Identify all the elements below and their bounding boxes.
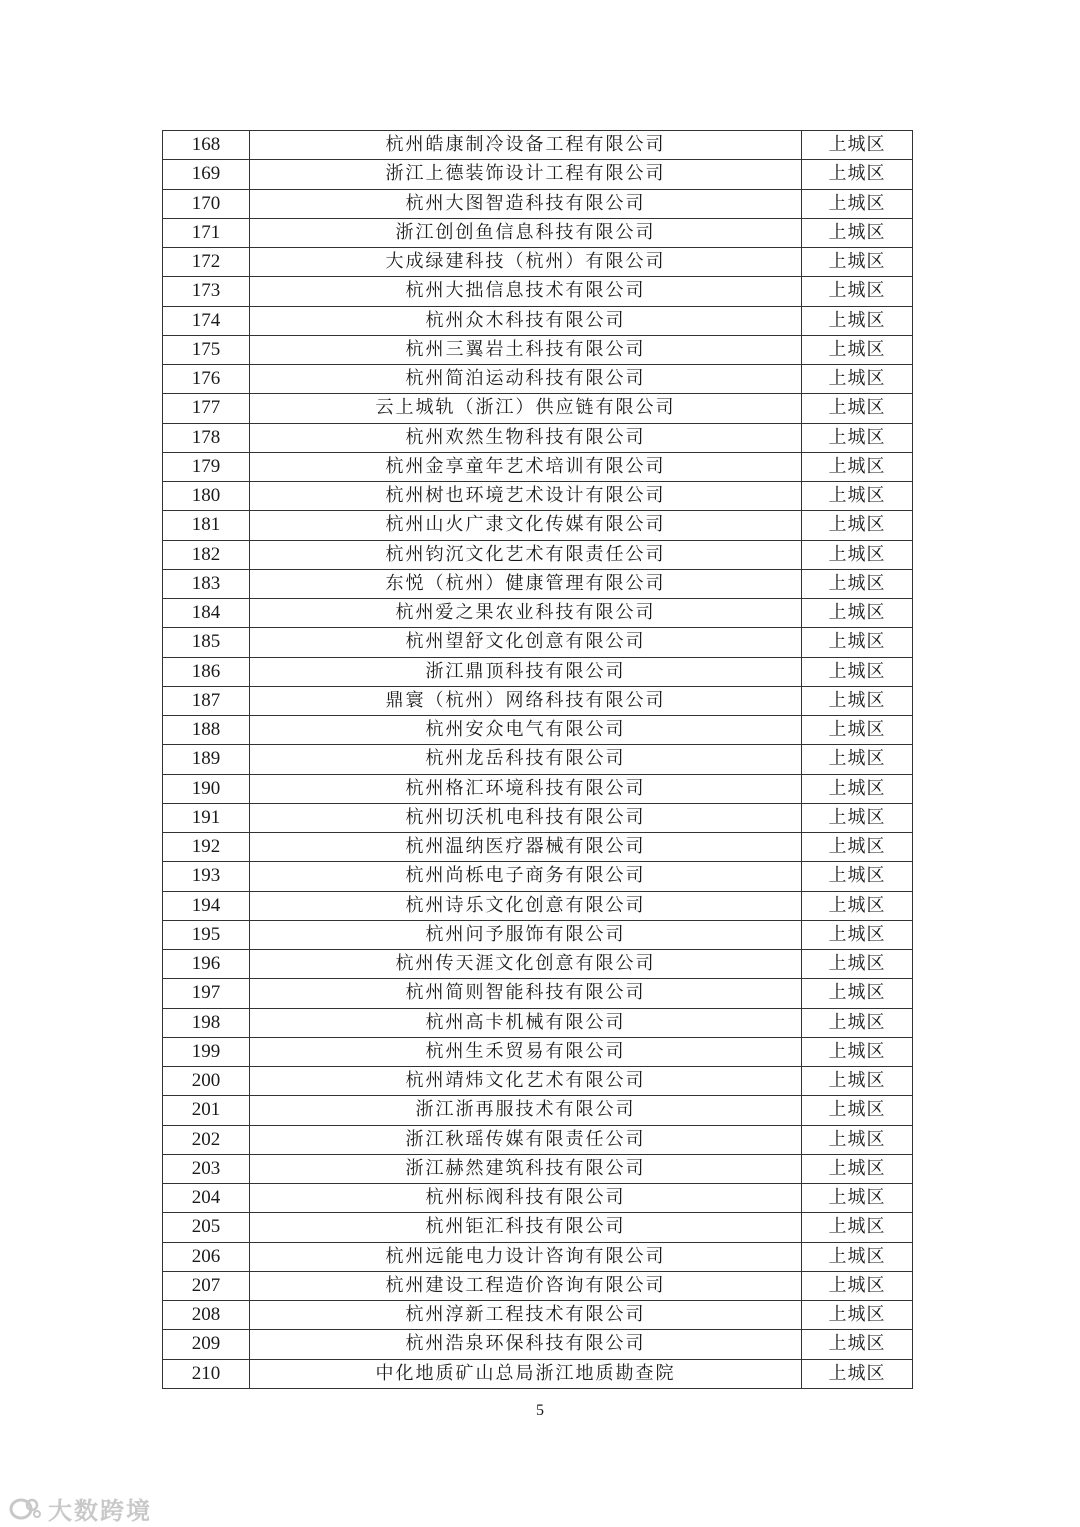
company-name-cell: 杭州淳新工程技术有限公司 xyxy=(250,1301,802,1330)
company-name-cell: 杭州欢然生物科技有限公司 xyxy=(250,423,802,452)
company-name-cell: 杭州钧沉文化艺术有限责任公司 xyxy=(250,540,802,569)
district-cell: 上城区 xyxy=(802,248,913,277)
district-cell: 上城区 xyxy=(802,950,913,979)
row-number-cell: 177 xyxy=(163,394,250,423)
page-number: 5 xyxy=(536,1402,544,1419)
table-row xyxy=(163,1096,913,1125)
company-name-cell: 东悦（杭州）健康管理有限公司 xyxy=(250,569,802,598)
table-row xyxy=(163,1154,913,1183)
company-name-cell: 杭州钜汇科技有限公司 xyxy=(250,1213,802,1242)
table-row xyxy=(163,891,913,920)
company-name-cell: 杭州靖炜文化艺术有限公司 xyxy=(250,1067,802,1096)
row-number-cell: 190 xyxy=(163,774,250,803)
row-number-cell: 180 xyxy=(163,482,250,511)
row-number-cell: 192 xyxy=(163,833,250,862)
company-name-cell: 杭州浩泉环保科技有限公司 xyxy=(250,1330,802,1359)
row-number-cell: 181 xyxy=(163,511,250,540)
row-number-cell: 179 xyxy=(163,452,250,481)
district-cell: 上城区 xyxy=(802,1359,913,1388)
table-row xyxy=(163,599,913,628)
table-row xyxy=(163,1359,913,1388)
row-number-cell: 170 xyxy=(163,189,250,218)
row-number-cell: 169 xyxy=(163,160,250,189)
district-cell: 上城区 xyxy=(802,686,913,715)
table-row xyxy=(163,511,913,540)
company-name-cell: 浙江赫然建筑科技有限公司 xyxy=(250,1154,802,1183)
district-cell: 上城区 xyxy=(802,1184,913,1213)
row-number-cell: 197 xyxy=(163,979,250,1008)
district-cell: 上城区 xyxy=(802,862,913,891)
district-cell: 上城区 xyxy=(802,1242,913,1271)
district-cell: 上城区 xyxy=(802,1213,913,1242)
row-number-cell: 198 xyxy=(163,1008,250,1037)
district-cell: 上城区 xyxy=(802,452,913,481)
row-number-cell: 185 xyxy=(163,628,250,657)
table-row xyxy=(163,335,913,364)
table-row xyxy=(163,365,913,394)
district-cell: 上城区 xyxy=(802,569,913,598)
row-number-cell: 186 xyxy=(163,657,250,686)
company-name-cell: 杭州远能电力设计咨询有限公司 xyxy=(250,1242,802,1271)
row-number-cell: 204 xyxy=(163,1184,250,1213)
district-cell: 上城区 xyxy=(802,1301,913,1330)
table-row xyxy=(163,920,913,949)
company-name-cell: 杭州皓康制冷设备工程有限公司 xyxy=(250,131,802,160)
table-row xyxy=(163,482,913,511)
company-name-cell: 杭州安众电气有限公司 xyxy=(250,716,802,745)
table-row xyxy=(163,628,913,657)
table-row xyxy=(163,277,913,306)
table-row xyxy=(163,1008,913,1037)
table-row xyxy=(163,423,913,452)
row-number-cell: 168 xyxy=(163,131,250,160)
district-cell: 上城区 xyxy=(802,745,913,774)
table-row xyxy=(163,657,913,686)
table-row xyxy=(163,540,913,569)
table-row xyxy=(163,1125,913,1154)
row-number-cell: 187 xyxy=(163,686,250,715)
row-number-cell: 199 xyxy=(163,1037,250,1066)
district-cell: 上城区 xyxy=(802,1330,913,1359)
company-name-cell: 杭州生禾贸易有限公司 xyxy=(250,1037,802,1066)
row-number-cell: 195 xyxy=(163,920,250,949)
company-name-cell: 杭州尚栎电子商务有限公司 xyxy=(250,862,802,891)
table-row xyxy=(163,979,913,1008)
company-name-cell: 杭州三翼岩土科技有限公司 xyxy=(250,335,802,364)
company-name-cell: 杭州望舒文化创意有限公司 xyxy=(250,628,802,657)
company-name-cell: 杭州山火广隶文化传媒有限公司 xyxy=(250,511,802,540)
company-name-cell: 云上城轨（浙江）供应链有限公司 xyxy=(250,394,802,423)
district-cell: 上城区 xyxy=(802,511,913,540)
table-row xyxy=(163,1213,913,1242)
table-row xyxy=(163,774,913,803)
company-name-cell: 杭州标阀科技有限公司 xyxy=(250,1184,802,1213)
table-row xyxy=(163,1301,913,1330)
company-name-cell: 浙江秋瑶传媒有限责任公司 xyxy=(250,1125,802,1154)
row-number-cell: 207 xyxy=(163,1271,250,1300)
district-cell: 上城区 xyxy=(802,423,913,452)
table-row xyxy=(163,394,913,423)
table-row xyxy=(163,862,913,891)
company-name-cell: 杭州传天涯文化创意有限公司 xyxy=(250,950,802,979)
district-cell: 上城区 xyxy=(802,716,913,745)
row-number-cell: 200 xyxy=(163,1067,250,1096)
company-name-cell: 杭州高卡机械有限公司 xyxy=(250,1008,802,1037)
district-cell: 上城区 xyxy=(802,482,913,511)
district-cell: 上城区 xyxy=(802,1154,913,1183)
watermark-logo-icon xyxy=(8,1496,42,1522)
table-row xyxy=(163,306,913,335)
district-cell: 上城区 xyxy=(802,1271,913,1300)
row-number-cell: 182 xyxy=(163,540,250,569)
row-number-cell: 201 xyxy=(163,1096,250,1125)
district-cell: 上城区 xyxy=(802,1008,913,1037)
company-name-cell: 杭州爱之果农业科技有限公司 xyxy=(250,599,802,628)
company-name-cell: 浙江创创鱼信息科技有限公司 xyxy=(250,218,802,247)
district-cell: 上城区 xyxy=(802,920,913,949)
district-cell: 上城区 xyxy=(802,628,913,657)
district-cell: 上城区 xyxy=(802,833,913,862)
row-number-cell: 206 xyxy=(163,1242,250,1271)
company-name-cell: 杭州建设工程造价咨询有限公司 xyxy=(250,1271,802,1300)
district-cell: 上城区 xyxy=(802,891,913,920)
district-cell: 上城区 xyxy=(802,365,913,394)
table-row xyxy=(163,950,913,979)
district-cell: 上城区 xyxy=(802,599,913,628)
row-number-cell: 184 xyxy=(163,599,250,628)
watermark-text: 大数跨境 xyxy=(48,1497,152,1525)
table-row xyxy=(163,218,913,247)
row-number-cell: 175 xyxy=(163,335,250,364)
company-name-cell: 浙江上德装饰设计工程有限公司 xyxy=(250,160,802,189)
row-number-cell: 174 xyxy=(163,306,250,335)
row-number-cell: 191 xyxy=(163,803,250,832)
company-name-cell: 杭州大图智造科技有限公司 xyxy=(250,189,802,218)
table-row xyxy=(163,160,913,189)
company-name-cell: 杭州众木科技有限公司 xyxy=(250,306,802,335)
company-name-cell: 浙江鼎顶科技有限公司 xyxy=(250,657,802,686)
company-name-cell: 中化地质矿山总局浙江地质勘查院 xyxy=(250,1359,802,1388)
company-name-cell: 杭州诗乐文化创意有限公司 xyxy=(250,891,802,920)
district-cell: 上城区 xyxy=(802,803,913,832)
district-cell: 上城区 xyxy=(802,1096,913,1125)
district-cell: 上城区 xyxy=(802,335,913,364)
table-row xyxy=(163,716,913,745)
watermark xyxy=(8,1491,152,1526)
row-number-cell: 173 xyxy=(163,277,250,306)
row-number-cell: 196 xyxy=(163,950,250,979)
table-row xyxy=(163,452,913,481)
table-body xyxy=(163,131,913,1389)
row-number-cell: 210 xyxy=(163,1359,250,1388)
row-number-cell: 203 xyxy=(163,1154,250,1183)
company-name-cell: 浙江浙再服技术有限公司 xyxy=(250,1096,802,1125)
company-name-cell: 杭州大拙信息技术有限公司 xyxy=(250,277,802,306)
row-number-cell: 193 xyxy=(163,862,250,891)
district-cell: 上城区 xyxy=(802,131,913,160)
company-list-table-container xyxy=(162,130,912,1389)
district-cell: 上城区 xyxy=(802,774,913,803)
table-row xyxy=(163,189,913,218)
company-list-table xyxy=(162,130,913,1389)
row-number-cell: 205 xyxy=(163,1213,250,1242)
table-row xyxy=(163,1184,913,1213)
row-number-cell: 171 xyxy=(163,218,250,247)
row-number-cell: 178 xyxy=(163,423,250,452)
company-name-cell: 杭州温纳医疗器械有限公司 xyxy=(250,833,802,862)
row-number-cell: 209 xyxy=(163,1330,250,1359)
table-row xyxy=(163,1271,913,1300)
row-number-cell: 208 xyxy=(163,1301,250,1330)
company-name-cell: 杭州龙岳科技有限公司 xyxy=(250,745,802,774)
table-row xyxy=(163,1067,913,1096)
company-name-cell: 杭州金享童年艺术培训有限公司 xyxy=(250,452,802,481)
table-row xyxy=(163,131,913,160)
table-row xyxy=(163,833,913,862)
company-name-cell: 杭州格汇环境科技有限公司 xyxy=(250,774,802,803)
table-row xyxy=(163,1242,913,1271)
company-name-cell: 杭州问予服饰有限公司 xyxy=(250,920,802,949)
row-number-cell: 202 xyxy=(163,1125,250,1154)
table-row xyxy=(163,745,913,774)
company-name-cell: 大成绿建科技（杭州）有限公司 xyxy=(250,248,802,277)
district-cell: 上城区 xyxy=(802,160,913,189)
district-cell: 上城区 xyxy=(802,394,913,423)
district-cell: 上城区 xyxy=(802,277,913,306)
company-name-cell: 鼎寰（杭州）网络科技有限公司 xyxy=(250,686,802,715)
row-number-cell: 189 xyxy=(163,745,250,774)
row-number-cell: 176 xyxy=(163,365,250,394)
district-cell: 上城区 xyxy=(802,189,913,218)
district-cell: 上城区 xyxy=(802,540,913,569)
table-row xyxy=(163,569,913,598)
district-cell: 上城区 xyxy=(802,1037,913,1066)
row-number-cell: 194 xyxy=(163,891,250,920)
table-row xyxy=(163,803,913,832)
row-number-cell: 188 xyxy=(163,716,250,745)
company-name-cell: 杭州树也环境艺术设计有限公司 xyxy=(250,482,802,511)
district-cell: 上城区 xyxy=(802,657,913,686)
district-cell: 上城区 xyxy=(802,979,913,1008)
district-cell: 上城区 xyxy=(802,306,913,335)
table-row xyxy=(163,1330,913,1359)
row-number-cell: 183 xyxy=(163,569,250,598)
table-row xyxy=(163,686,913,715)
table-row xyxy=(163,248,913,277)
table-row xyxy=(163,1037,913,1066)
row-number-cell: 172 xyxy=(163,248,250,277)
company-name-cell: 杭州切沃机电科技有限公司 xyxy=(250,803,802,832)
district-cell: 上城区 xyxy=(802,218,913,247)
district-cell: 上城区 xyxy=(802,1067,913,1096)
district-cell: 上城区 xyxy=(802,1125,913,1154)
company-name-cell: 杭州简则智能科技有限公司 xyxy=(250,979,802,1008)
company-name-cell: 杭州简泊运动科技有限公司 xyxy=(250,365,802,394)
